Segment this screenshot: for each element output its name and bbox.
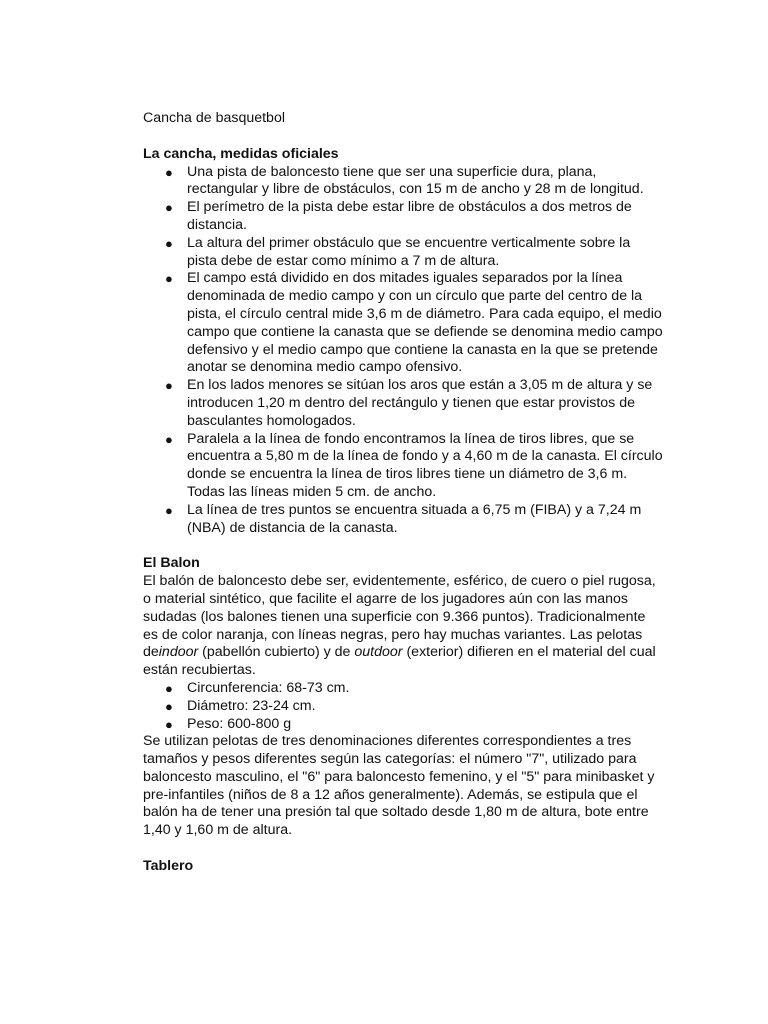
list-item	[143, 199, 663, 235]
list-item	[143, 270, 663, 377]
list-item	[143, 680, 663, 698]
bullet-icon: ●	[165, 271, 173, 287]
list-item	[143, 235, 663, 271]
document-title: Cancha de basquetbol	[143, 110, 285, 126]
list-item	[143, 698, 663, 716]
section-heading-tablero: Tablero	[143, 858, 194, 875]
bullet-icon: ●	[165, 502, 173, 518]
bullet-icon: ●	[165, 378, 173, 394]
list-item-text: En los lados menores se sitúan los aros que están a 3,05 m de altura y se introducen 1,20 m dentro del rectángulo y tienen que estar provistos de basculantes homologados.	[187, 377, 653, 429]
list-item-text: El perímetro de la pista debe estar libre de obstáculos a dos metros de distancia.	[187, 199, 632, 233]
balon-intro-paragraph: El balón de baloncesto debe ser, evidentemente, esférico, de cuero o piel rugosa, o material sintético, que facilite el agarre de los jugadores aún con las manos sudadas (los balones tienen una superficie con 9.366 puntos). Tradicionalmente es de color naranja, con líneas negras, pero hay muchas variantes. Las pelotas deindoor (pabellón cubierto) y de outdoor (exterior) difieren en el material del cual están recubiertas.	[143, 573, 656, 679]
outdoor-term: outdoor	[354, 644, 403, 661]
list-item	[143, 377, 663, 430]
list-item-text: Paralela a la línea de fondo encontramos la línea de tiros libres, que se encuentra a 5,80 m de la línea de fondo y a 4,60 m de la canasta. El círculo donde se encuentra la línea de tiros libres tiene un diámetro de 3,6 m. Todas las líneas miden 5 cm. de ancho.	[187, 430, 663, 500]
list-item-text: Circunferencia: 68-73 cm.	[187, 679, 350, 696]
list-item-text: La altura del primer obstáculo que se encuentre verticalmente sobre la pista debe de estar como mínimo a 7 m de altura.	[187, 234, 631, 269]
list-item-text: Peso: 600-800 g	[187, 715, 292, 732]
list-item-text: La línea de tres puntos se encuentra situada a 6,75 m (FIBA) y a 7,24 m (NBA) de distancia de la canasta.	[187, 501, 642, 536]
list-item-text: El campo está dividido en dos mitades iguales separados por la línea denominada de medio campo y con un círculo que parte del centro de la pista, el círculo central mide 3,6 m de diámetro. Para cada equipo, el medio campo que contiene la canasta que se defiende se denomina medio campo defensivo y el medio campo que contiene la canasta en la que se pretende anotar se denomina medio campo ofensivo.	[187, 270, 663, 376]
heading-part-medidas: medidas oficiales	[220, 145, 339, 162]
indoor-term: indoor	[158, 644, 199, 661]
bullet-icon: ●	[165, 680, 173, 696]
bullet-icon: ●	[165, 716, 173, 732]
list-item	[143, 716, 663, 734]
document-page	[143, 110, 663, 876]
bullet-icon: ●	[165, 235, 173, 251]
cancha-list	[143, 164, 663, 538]
list-item	[143, 431, 663, 502]
list-item	[143, 164, 663, 200]
balon-closing-paragraph: Se utilizan pelotas de tres denominaciones diferentes correspondientes a tres tamaños y pesos diferentes según las categorías: el número "7", utilizado para baloncesto masculino, el "6" para baloncesto femenino, y el "5" para minibasket y pre-infantiles (niños de 8 a 12 años generalmente). Además, se estipula que el balón ha de tener una presión tal que soltado desde 1,80 m de altura, bote entre 1,40 y 1,60 m de altura.	[143, 733, 655, 839]
section-heading-cancha	[143, 146, 663, 164]
list-item-text: Una pista de baloncesto tiene que ser una superficie dura, plana, rectangular y libre de obstáculos, con 15 m de ancho y 28 m de longitud.	[187, 163, 644, 198]
bullet-icon: ●	[165, 164, 173, 180]
list-item-text: Diámetro: 23-24 cm.	[187, 697, 316, 714]
section-heading-balon: El Balon	[143, 555, 200, 572]
heading-separator: ,	[212, 145, 221, 162]
bullet-icon: ●	[165, 431, 173, 447]
list-item	[143, 502, 663, 538]
bullet-icon: ●	[165, 698, 173, 714]
heading-part-cancha: La cancha	[143, 145, 213, 162]
bullet-icon: ●	[165, 200, 173, 216]
balon-list	[143, 680, 663, 733]
